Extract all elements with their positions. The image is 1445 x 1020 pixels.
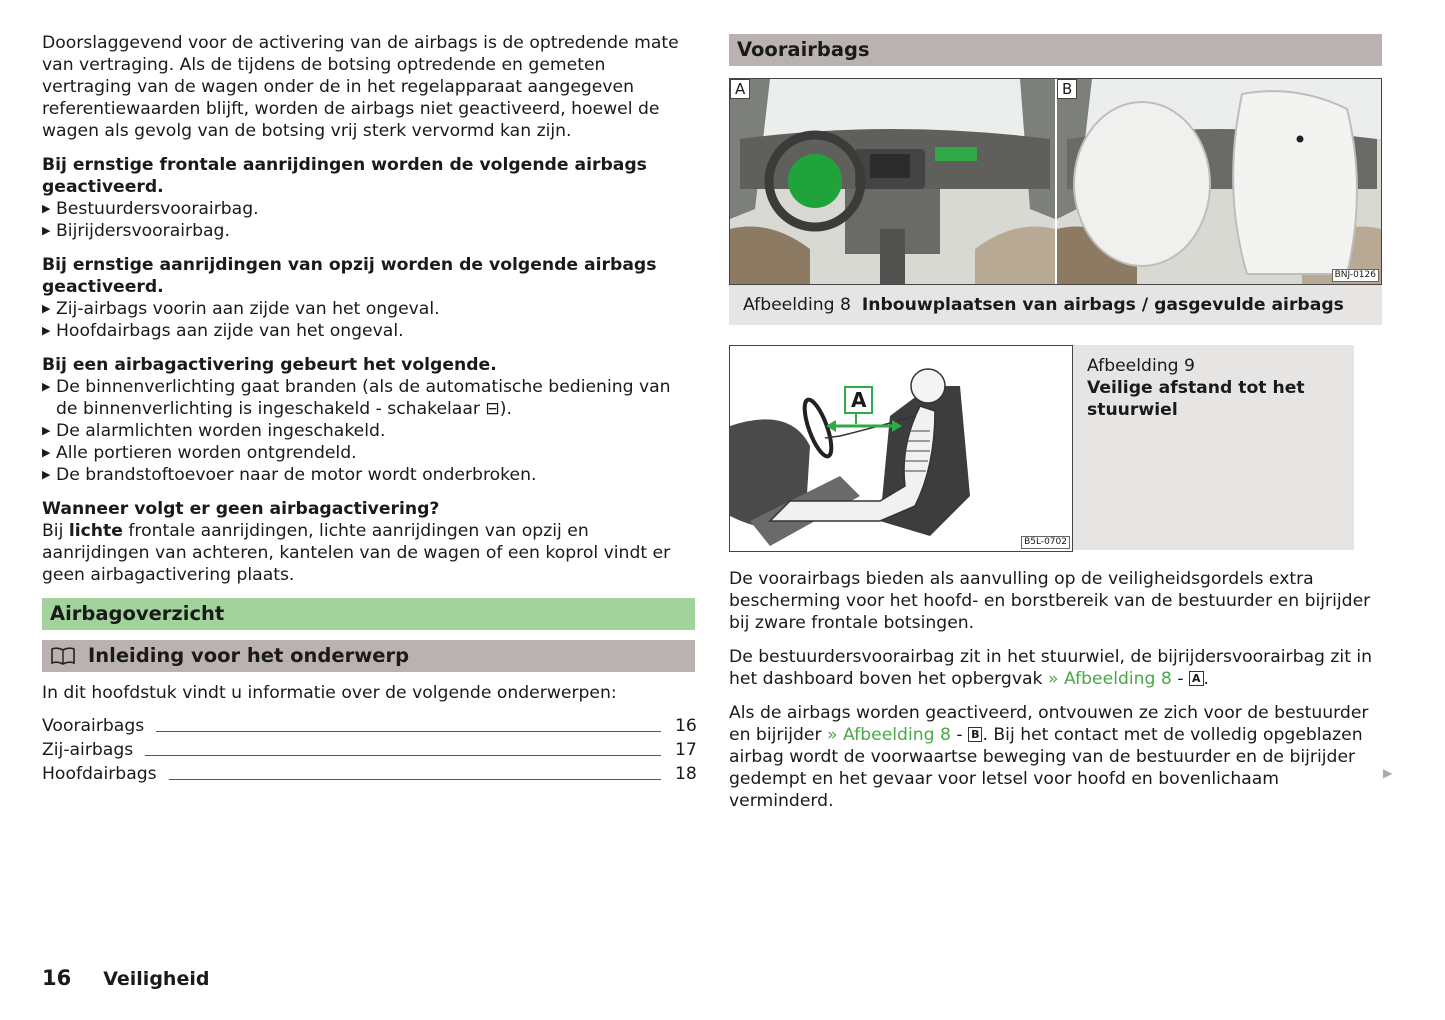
page-number: 16 [42,966,72,990]
right-body-text [729,568,1382,812]
figure-9-image [729,345,1073,552]
list-item: ▶ Bestuurdersvoorairbag. [42,199,259,219]
list-item: ▶ Zij-airbags voorin aan zijde van het ongeval. [42,299,440,319]
box-label-b: B [968,727,982,742]
no-activation-block [42,498,695,586]
section-heading-airbagoverzicht: Airbagoverzicht [42,598,695,630]
section-heading-voorairbags: Voorairbags [729,34,1382,66]
figure-8-title: Inbouwplaatsen van airbags / gasgevulde airbags [861,295,1344,315]
frontal-activation-block [42,154,695,242]
distance-marker-a: A [844,386,873,414]
figure-8-link[interactable]: » Afbeelding 8 [827,725,951,745]
inflated-airbags-illustration [1057,79,1381,284]
list-item: ▶ Alle portieren worden ontgrendeld. [42,443,357,463]
airbag-deployment-paragraph: Als de airbags worden geactiveerd, ontvouwen ze zich voor de bestuurder en bijrijder » Afbeelding 8 - B . Bij het contact met de volledig opgeblazen airbag wordt de voorwaartse beweging van de bestuurder en de bijrijder gedempt en het gevaar voor letsel voor hoofd en bovenlichaam verminderd. [729,703,1369,811]
bullet-arrow-icon: ▶ [42,446,51,459]
toc-entry-zij-airbags[interactable]: Zij-airbags 17 [42,740,697,760]
side-activation-block [42,254,695,342]
figure-8-code: BNJ-0126 [1332,269,1379,282]
list-item: ▶ De alarmlichten worden ingeschakeld. [42,421,386,441]
list-item: ▶ Bijrijdersvoorairbag. [42,221,230,241]
panel-b-inflated-airbags [1057,79,1381,284]
activation-effects-block [42,354,695,486]
figure-8-caption [729,285,1382,325]
book-icon [50,646,76,666]
intro-paragraph: Doorslaggevend voor de activering van de airbags is de optredende mate van vertraging. Als de tijdens de botsing optredende en gemeten vertraging van de wagen onder de in het regelapparaat aangegeven referentiewaarden blijft, worden de airbags niet geactiveerd, hoewel de wagen als gevolg van de botsing vrij sterk vervormd kan zijn. [42,33,679,141]
figure-8 [729,78,1382,325]
footer-section-title: Veiligheid [103,968,210,990]
figure-9-code: B5L-0702 [1021,536,1070,549]
figure-8-link[interactable]: » Afbeelding 8 [1047,669,1172,689]
figure-8-label: Afbeelding 8 [743,295,851,315]
right-column [729,34,1382,824]
airbag-marker-icon [788,154,842,208]
activation-heading: Bij een airbagactivering gebeurt het volgende. [42,355,497,375]
list-item: ▶ De binnenverlichting gaat branden (als de automatische bediening van de binnenverlichting is ingeschakeld - schakelaar ⊟). [42,377,671,419]
toc-intro: In dit hoofdstuk vindt u informatie over de volgende onderwerpen: [42,683,617,703]
no-activation-text: Bij lichte frontale aanrijdingen, lichte aanrijdingen van opzij en aanrijdingen van achteren, kantelen van de wagen of een koprol vindt er geen airbagactivering plaats. [42,521,671,585]
side-heading: Bij ernstige aanrijdingen van opzij worden de volgende airbags geactiveerd. [42,255,657,297]
page-footer [42,966,209,990]
toc-list [42,714,695,786]
figure-9 [729,345,1382,552]
figure-8-image [729,78,1382,285]
no-activation-heading: Wanneer volgt er geen airbagactivering? [42,499,440,519]
bullet-arrow-icon: ▶ [42,324,51,337]
frontal-heading: Bij ernstige frontale aanrijdingen worden de volgende airbags geactiveerd. [42,155,647,197]
box-label-a: A [1189,671,1204,686]
panel-a-label: A [730,79,750,99]
list-item: ▶ Hoofdairbags aan zijde van het ongeval. [42,321,404,341]
front-airbags-paragraph: De voorairbags bieden als aanvulling op de veiligheidsgordels extra bescherming voor het hoofd- en borstbereik van de bestuurder en bijrijder bij zware frontale botsingen. [729,569,1371,633]
toc-entry-hoofdairbags[interactable]: Hoofdairbags 18 [42,764,697,784]
bullet-arrow-icon: ▶ [42,202,51,215]
panel-a-dashboard [730,79,1057,284]
left-column [42,32,695,786]
toc-entry-voorairbags[interactable]: Voorairbags 16 [42,716,697,736]
dashboard-illustration [730,79,1055,284]
bullet-arrow-icon: ▶ [42,468,51,481]
bullet-arrow-icon: ▶ [42,224,51,237]
bullet-arrow-icon: ▶ [42,302,51,315]
continue-arrow-icon: ▶ [1383,766,1393,780]
seating-distance-illustration [730,346,1072,551]
figure-9-caption [1073,345,1354,550]
figure-9-title: Veilige afstand tot het stuurwiel [1087,378,1305,420]
bullet-arrow-icon: ▶ [42,424,51,437]
panel-b-label: B [1057,79,1077,99]
list-item: ▶ De brandstoftoevoer naar de motor wordt onderbroken. [42,465,537,485]
bullet-arrow-icon: ▶ [42,380,51,393]
airbag-location-paragraph: De bestuurdersvoorairbag zit in het stuurwiel, de bijrijdersvoorairbag zit in het dashboard boven het opbergvak » Afbeelding 8 - A . [729,647,1373,689]
subsection-heading: Inleiding voor het onderwerp [42,640,695,672]
figure-9-label: Afbeelding 9 [1087,356,1195,376]
